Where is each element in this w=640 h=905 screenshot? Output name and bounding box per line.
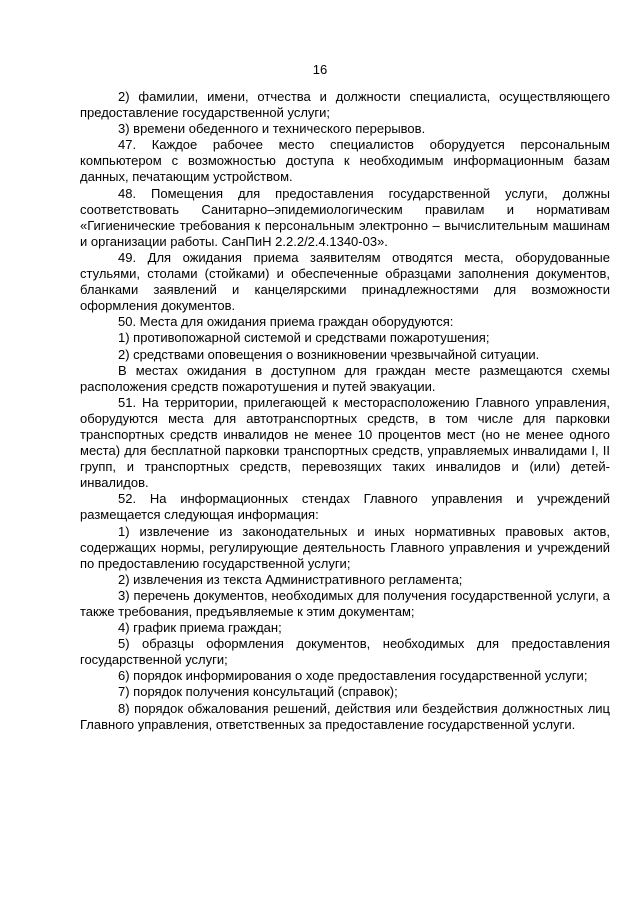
paragraph: В местах ожидания в доступном для граждан месте размещаются схемы расположения средств пожаротушения и путей эвакуации. xyxy=(80,362,610,394)
paragraph: 48. Помещения для предоставления государственной услуги, должны соответствовать Санитарно–эпидемиологическим правилам и нормативам «Гигиенические требования к персональным электронно – вычислительным машинам и организации работы. СанПиН 2.2.2/2.4.1340-03». xyxy=(80,185,610,249)
paragraph: 3) перечень документов, необходимых для получения государственной услуги, а также требования, предъявляемые к этим документам; xyxy=(80,587,610,619)
paragraph: 49. Для ожидания приема заявителям отводятся места, оборудованные стульями, столами (стойками) и обеспеченные образцами заполнения документов, бланками заявлений и канцелярскими принадлежностями для возможности оформления документов. xyxy=(80,249,610,314)
paragraph: 2) извлечения из текста Административного регламента; xyxy=(118,571,463,587)
paragraph: 4) график приема граждан; xyxy=(118,620,282,636)
paragraph: 1) противопожарной системой и средствами пожаротушения; xyxy=(118,330,490,346)
page-number: 16 xyxy=(312,62,328,77)
paragraph: 1) извлечение из законодательных и иных нормативных правовых актов, содержащих нормы, регулирующие деятельность Главного управления и учреждений по предоставлению государственной услуги; xyxy=(80,523,610,571)
paragraph: 51. На территории, прилегающей к месторасположению Главного управления, оборудуются места для автотранспортных средств, в том числе для парковки транспортных средств инвалидов не менее 10 процентов мест (но не менее одного места) для бесплатной парковки транспортных средств, управляемых инвалидами I, II групп, и транспортных средств, перевозящих таких инвалидов и (или) детей-инвалидов. xyxy=(80,394,610,491)
paragraph: 5) образцы оформления документов, необходимых для предоставления государственной услуги; xyxy=(80,636,610,668)
paragraph: 52. На информационных стендах Главного управления и учреждений размещается следующая информация: xyxy=(80,491,610,523)
paragraph: 7) порядок получения консультаций (справок); xyxy=(118,684,398,700)
paragraph: 50. Места для ожидания приема граждан оборудуются: xyxy=(118,314,454,330)
paragraph: 8) порядок обжалования решений, действия или бездействия должностных лиц Главного управления, ответственных за предоставление государственной услуги. xyxy=(80,700,610,732)
paragraph: 2) фамилии, имени, отчества и должности специалиста, осуществляющего предоставление государственной услуги; xyxy=(80,89,610,121)
document-body xyxy=(80,89,610,733)
paragraph: 6) порядок информирования о ходе предоставления государственной услуги; xyxy=(118,668,588,684)
paragraph: 3) времени обеденного и технического перерывов. xyxy=(118,121,426,137)
paragraph: 47. Каждое рабочее место специалистов оборудуется персональным компьютером с возможностью доступа к необходимым информационным базам данных, печатающим устройством. xyxy=(80,137,610,185)
paragraph: 2) средствами оповещения о возникновении чрезвычайной ситуации. xyxy=(118,346,540,362)
